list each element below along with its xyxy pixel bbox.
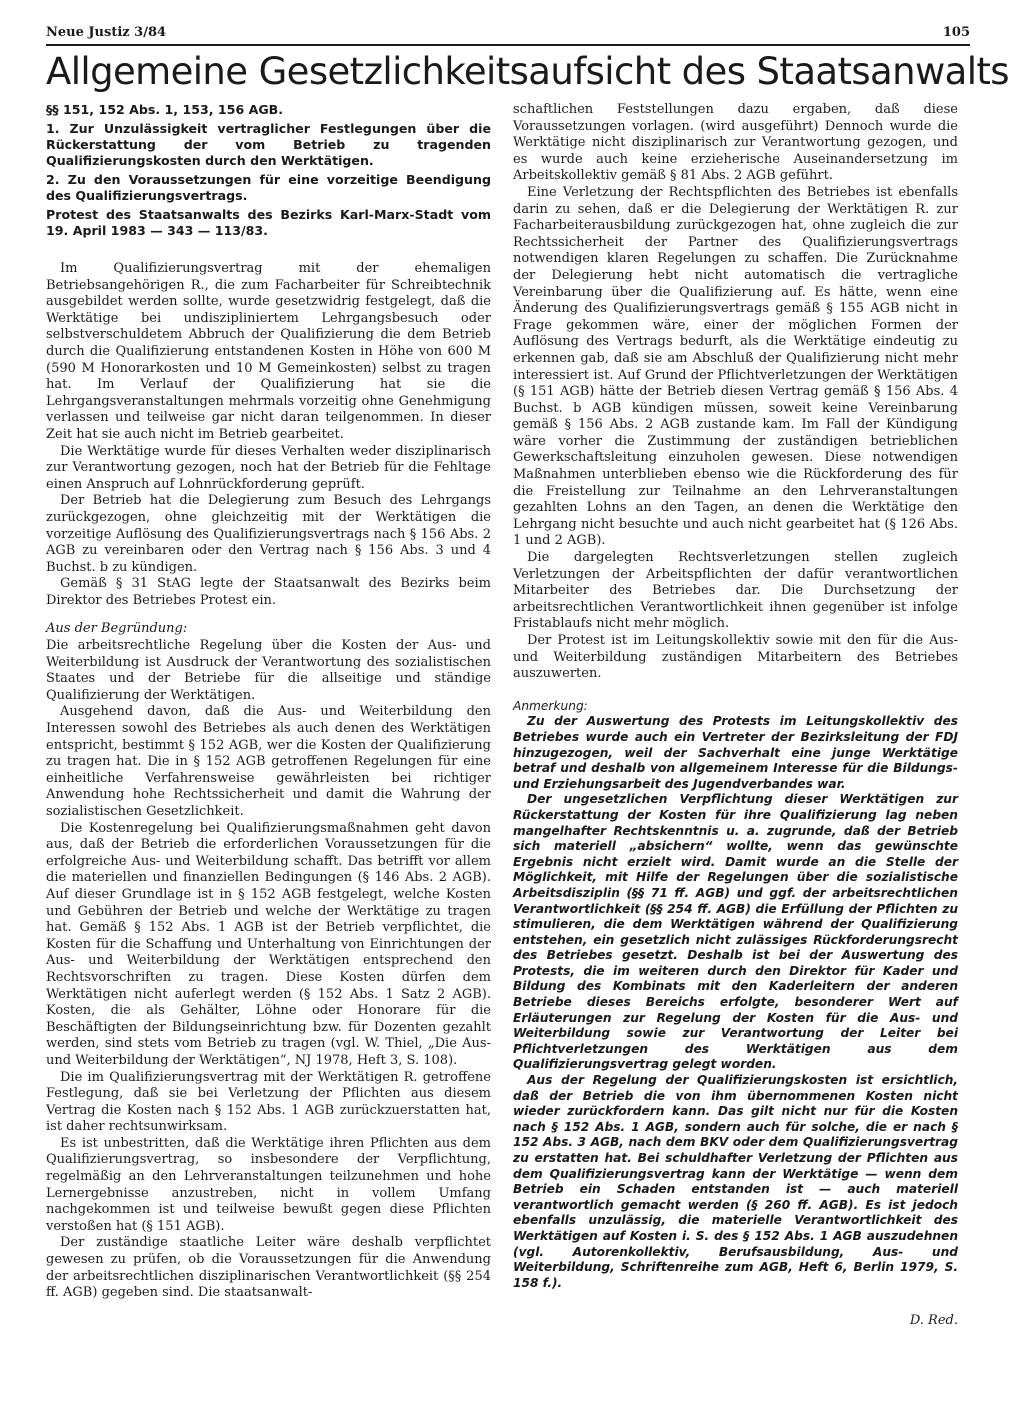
paragraph: Im Qualifizierungsvertrag mit der ehemaligen Betriebsangehörigen R., die zum Facharbeiter für Schreibtechnik ausgebildet werden sollte, wurde gesetzwidrig festgelegt, daß die Werktätige bei undiszipliniertem Lehrgangsbesuch oder selbstverschuldetem Abbruch der Qualifizierung die dem Betrieb durch die Qualifizierung entstandenen Kosten in Höhe von 600 M (590 M Honorarkosten und 10 M Gemeinkosten) selbst zu tragen hat. Im Verlauf der Qualifizierung hat sie die Lehrgangsveranstaltungen mehrmals vorzeitig ohne Genehmigung verlassen und teilweise gar nicht daran teilgenommen. In dieser Zeit hat sie auch nicht im Betrieb gearbeitet. bbox=[46, 261, 491, 442]
subheading: Aus der Begründung: bbox=[46, 621, 188, 637]
case-source: Protest des Staatsanwalts des Bezirks Karl-Marx-Stadt vom 19. April 1983 — 343 — 113/83. bbox=[46, 207, 491, 238]
paragraph: Die Werktätige wurde für dieses Verhalten weder disziplinarisch zur Verantwortung gezogen, noch hat der Betrieb für die Fehltage einen Anspruch auf Lohnrückforderung geprüft. bbox=[46, 443, 491, 492]
case-point-2: 2. Zu den Voraussetzungen für eine vorzeitige Beendigung des Qualifizierungsvertrags. bbox=[46, 172, 491, 203]
paragraph: Der zuständige staatliche Leiter wäre deshalb verpflichtet gewesen zu prüfen, ob die Voraussetzungen für die Anwendung der arbeitsrechtlichen disziplinarischen Verantwortlichkeit (§§ 254 ff. AGB) gegeben sind. Die staatsanwalt- bbox=[46, 1235, 491, 1301]
running-head bbox=[46, 24, 970, 42]
paragraph: Die Kostenregelung bei Qualifizierungsmaßnahmen geht davon aus, daß der Betrieb die erforderlichen Voraussetzungen für die erfolgreiche Aus- und Weiterbildung schafft. Das betrifft vor allem die materiellen und finanziellen Bedingungen (§ 146 Abs. 2 AGB). Auf dieser Grundlage ist in § 152 AGB festgelegt, welche Kosten und Gebühren der Betrieb und welche der Werktätige zu tragen hat. Gemäß § 152 Abs. 1 AGB ist der Betrieb verpflichtet, die Kosten für die Schaffung und Unterhaltung von Einrichtungen der Aus- und Weiterbildung der Werktätigen entsprechend den Rechtsvorschriften zu tragen. Diese Kosten dürfen dem Werktätigen nicht auferlegt werden (§ 152 Abs. 1 Satz 2 AGB). Kosten, die als Gehälter, Löhne oder Honorare für die Beschäftigten der Bildungseinrichtung bzw. für Dozenten gezahlt werden, sind stets vom Betrieb zu tragen (vgl. W. Thiel, „Die Aus- und Weiterbildung der Werktätigen“, NJ 1978, Heft 3, S. 108). bbox=[46, 820, 491, 1068]
case-point-1: 1. Zur Unzulässigkeit vertraglicher Festlegungen über die Rückerstattung der vom Betrieb zu tragenden Qualifizierungskosten durch den Werktätigen. bbox=[46, 121, 491, 168]
case-heading bbox=[46, 102, 491, 239]
paragraph: Der Protest ist im Leitungskollektiv sowie mit den für die Aus- und Weiterbildung zuständigen Mitarbeitern des Betriebes auszuwerten. bbox=[513, 633, 958, 682]
paragraph: Die im Qualifizierungsvertrag mit der Werktätigen R. getroffene Festlegung, daß sie bei Verletzung der Pflichten aus diesem Vertrag die Kosten nach § 152 Abs. 1 AGB zurückzuerstatten hat, ist daher rechtsunwirksam. bbox=[46, 1069, 491, 1135]
paragraph: Die arbeitsrechtliche Regelung über die Kosten der Aus- und Weiterbildung ist Ausdruck der Verantwortung des sozialistischen Staates und der Betriebe für die allseitige und ständige Qualifizierung der Werktätigen. bbox=[46, 638, 491, 703]
paragraph: Ausgehend davon, daß die Aus- und Weiterbildung den Interessen sowohl des Betriebes als auch denen des Werktätigen entspricht, bestimmt § 152 AGB, wer die Kosten der Qualifizierung zu tragen hat. Die in § 152 AGB getroffenen Regelungen für eine einheitliche Verfahrensweise gewährleisten bei richtiger Anwendung hohe Rechtssicherheit und damit die Wahrung der sozialistischen Gesetzlichkeit. bbox=[46, 704, 491, 819]
header-rule bbox=[46, 44, 970, 46]
paragraph: Es ist unbestritten, daß die Werktätige ihren Pflichten aus dem Qualifizierungsvertrag, so insbesondere der Verpflichtung, regelmäßig an den Lehrveranstaltungen teilzunehmen und hohe Lernergebnisse anzustreben, nicht in vollem Umfang nachgekommen ist und teilweise bewußt gegen diese Pflichten verstoßen hat (§ 151 AGB). bbox=[46, 1135, 491, 1234]
journal-issue: Neue Justiz 3/84 bbox=[46, 25, 167, 40]
remark-paragraph: Zu der Auswertung des Protests im Leitungskollektiv des Betriebes wurde auch ein Vertreter der Bezirksleitung der FDJ hinzugezogen, weil der Sachverhalt eine junge Werktätige betraf und deshalb von allgemeinem Interesse für die Bildungs- und Erziehungsarbeit des Jugendverbandes war. bbox=[513, 714, 958, 791]
left-column bbox=[46, 102, 491, 1330]
right-column bbox=[513, 102, 958, 1330]
remark-paragraph: Aus der Regelung der Qualifizierungskosten ist ersichtlich, daß der Betrieb die von ihm übernommenen Kosten nicht wieder zurückfordern kann. Das gilt nicht nur für die Kosten nach § 152 Abs. 1 AGB, sondern auch für solche, die er nach § 152 Abs. 3 AGB, nach dem BKV oder dem Qualifizierungsvertrag zu erstatten hat. Bei schuldhafter Verletzung der Pflichten aus dem Qualifizierungsvertrag kann der Werktätige — wenn dem Betrieb ein Schaden entstanden ist — auch materiell verantwortlich gemacht werden (§ 260 ff. AGB). Es ist jedoch ebenfalls unzulässig, die materielle Verantwortlichkeit des Werktätigen auf Kosten i. S. des § 152 Abs. 1 AGB auszudehnen (vgl. Autorenkollektiv, Berufsausbildung, Aus- und Weiterbildung, Schriftenreihe zum AGB, Heft 6, Berlin 1979, S. 158 f.). bbox=[513, 1073, 958, 1290]
paragraph: schaftlichen Feststellungen dazu ergaben, daß diese Voraussetzungen vorlagen. (wird ausgeführt) Dennoch wurde die Werktätige nicht disziplinarisch zur Verantwortung gezogen, und es wurde auch keine erzieherische Auseinandersetzung im Arbeitskollektiv gemäß § 81 Abs. 2 AGB geführt. bbox=[513, 102, 958, 184]
paragraph: Die dargelegten Rechtsverletzungen stellen zugleich Verletzungen der Arbeitspflichten der dafür verantwortlichen Mitarbeiter des Betriebes dar. Die Durchsetzung der arbeitsrechtlichen Verantwortlichkeit ihnen gegenüber ist infolge Fristablaufs nicht mehr möglich. bbox=[513, 550, 958, 632]
case-norms: §§ 151, 152 Abs. 1, 153, 156 AGB. bbox=[46, 102, 284, 117]
paragraph: Der Betrieb hat die Delegierung zum Besuch des Lehrgangs zurückgezogen, ohne gleichzeitig mit der Werktätigen die vorzeitige Auflösung des Qualifizierungsvertrags nach § 156 Abs. 2 AGB zu vereinbaren oder den Vertrag nach § 156 Abs. 3 und 4 Buchst. b zu kündigen. bbox=[46, 493, 491, 575]
paragraph: Gemäß § 31 StAG legte der Staatsanwalt des Bezirks beim Direktor des Betriebes Protest ein. bbox=[46, 576, 491, 608]
remark-paragraph: Der ungesetzlichen Verpflichtung dieser Werktätigen zur Rückerstattung der Kosten für ihre Qualifizierung lag neben mangelhafter Rechtskenntnis u. a. zugrunde, daß der Betrieb sich materiell „absichern“ wollte, wenn das gewünschte Ergebnis nicht erzielt wird. Damit wurde an die Stelle der Möglichkeit, mit Hilfe der Regelungen über die sozialistische Arbeitsdisziplin (§§ 71 ff. AGB) und ggf. der arbeitsrechtlichen Verantwortlichkeit (§§ 254 ff. AGB) die Erfüllung der Pflichten zu stimulieren, die dem Werktätigen während der Qualifizierung entstehen, ein gesetzlich nicht zulässiges Rückforderungsrecht des Betriebes gesetzt. Deshalb ist bei der Auswertung des Protests, die im weiteren durch den Direktor für Kader und Bildung des Kombinats mit den Kaderleitern der anderen Betriebe dieses Bereichs erfolgte, besonderer Wert auf Erläuterungen zur Regelung der Kosten für die Aus- und Weiterbildung sowie zur Verantwortung der Leiter bei Pflichtverletzungen des Werktätigen aus dem Qualifizierungsvertrag gelegt worden. bbox=[513, 792, 958, 1072]
remark-label: Anmerkung: bbox=[513, 698, 588, 713]
editorial-remark bbox=[513, 699, 958, 1292]
editor-signature: D. Red. bbox=[909, 1313, 958, 1329]
section-title: Allgemeine Gesetzlichkeitsaufsicht des Staatsanwalts bbox=[46, 50, 1009, 93]
page-number: 105 bbox=[942, 25, 970, 40]
article-body bbox=[46, 102, 970, 1330]
paragraph: Eine Verletzung der Rechtspflichten des Betriebes ist ebenfalls darin zu sehen, daß er die Delegierung der Werktätigen R. zur Facharbeiterausbildung zurückgezogen hat, ohne zugleich die zur Rechtssicherheit der Partner des Qualifizierungsvertrags notwendigen klaren Regelungen zu schaffen. Die Zurücknahme der Delegierung hebt nicht automatisch die vertragliche Vereinbarung über die Qualifizierung auf. Es hätte, wenn eine Änderung des Qualifizierungsvertrags gemäß § 155 AGB nicht in Frage gekommen wäre, einer der möglichen Formen der Auflösung des Vertrags bedurft, als die Werktätige eindeutig zu erkennen gab, daß sie am Abschluß der Qualifizierung nicht mehr interessiert ist. Auf Grund der Pflichtverletzungen der Werktätigen (§ 151 AGB) hätte der Betrieb diesen Vertrag gemäß § 156 Abs. 4 Buchst. b AGB kündigen müssen, soweit keine Vereinbarung gemäß § 156 Abs. 2 AGB zustande kam. Im Fall der Kündigung wäre vorher die Zustimmung der zuständigen betrieblichen Gewerkschaftsleitung einzuholen gewesen. Diese notwendigen Maßnahmen unterblieben ebenso wie die Rückforderung des für die Freistellung zur Teilnahme an den Lehrveranstaltungen gezahlten Lohns an den Tagen, an denen die Werktätige den Lehrgang nicht besuchte und auch nicht gearbeitet hat (§ 126 Abs. 1 und 2 AGB). bbox=[513, 184, 958, 549]
